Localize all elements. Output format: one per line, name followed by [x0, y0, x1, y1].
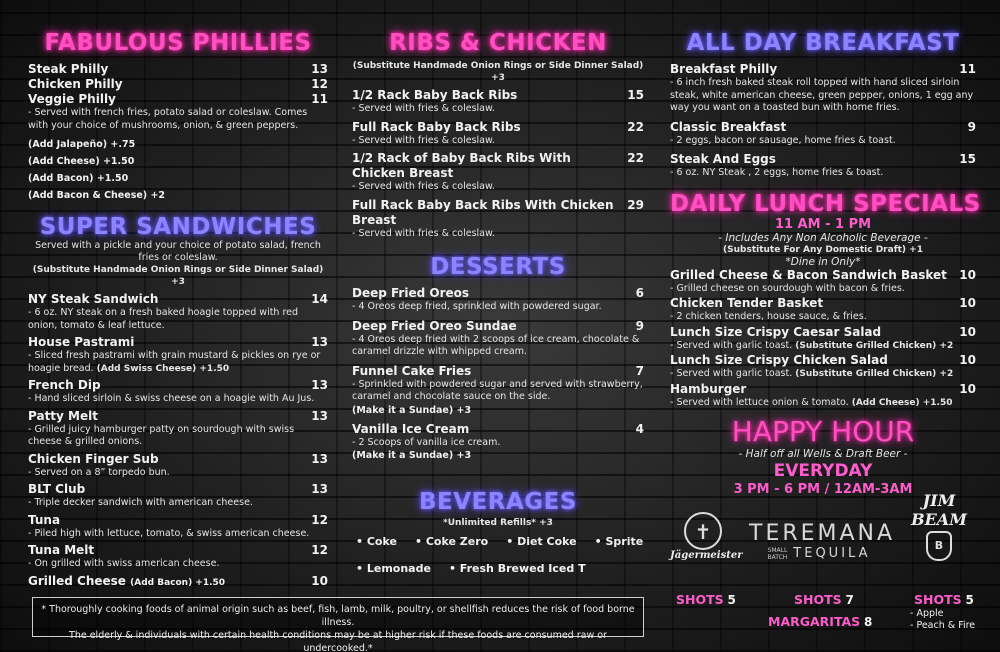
- item-description: [670, 283, 976, 296]
- jagermeister-logo: [670, 512, 743, 561]
- item-name: Grilled Cheese: [28, 573, 126, 588]
- menu-item: [670, 268, 976, 283]
- menu-item: [352, 198, 644, 228]
- item-price: 13: [311, 451, 328, 466]
- item-description-text: - Sprinkled with powdered sugar and served with strawberry, caramel and chocolate sauce on the side.: [352, 378, 643, 402]
- item-name: Tuna: [28, 512, 61, 527]
- item-extra: (Make it a Sundae) +3: [352, 404, 472, 416]
- menu-item: [28, 452, 328, 467]
- column-left: [28, 30, 328, 591]
- beverage-item: • Coke: [356, 535, 397, 548]
- item-description-text: - 2 eggs, bacon or sausage, home fries & toast.: [670, 134, 896, 146]
- menu-item: [670, 62, 976, 77]
- item-description: - Served with french fries, potato salad or coleslaw. Comes with your choice of mushrooms, onion, & green peppers.: [28, 107, 308, 131]
- item-extra: (Make it a Sundae) +3: [352, 450, 472, 461]
- menu-item: [28, 335, 328, 350]
- flavor-item: - Apple: [910, 608, 944, 619]
- teremana-wordmark: TEREMANA: [749, 521, 896, 546]
- item-price: 10: [311, 573, 328, 588]
- item-description: [670, 311, 976, 324]
- item-name: House Pastrami: [28, 335, 135, 349]
- item-price: 22: [627, 119, 644, 134]
- item-extra: (Add Bacon) +1.50: [130, 577, 226, 588]
- menu-item: [28, 574, 328, 591]
- item-price: 15: [959, 152, 976, 166]
- item-description: [28, 528, 328, 541]
- item-price: 12: [311, 543, 328, 557]
- breakfast-heading: ALL DAY BREAKFAST: [686, 30, 960, 56]
- item-price: 13: [311, 408, 328, 423]
- item-price: 4: [635, 421, 644, 436]
- item-extra: (Substitute Grilled Chicken) +2: [795, 369, 954, 379]
- item-description-text: - Served with fries & coleslaw.: [352, 227, 495, 239]
- item-description-text: - 2 chicken tenders, house sauce, & fries.: [670, 311, 867, 322]
- menu-item: [28, 543, 328, 558]
- item-price: 10: [959, 353, 976, 367]
- happy-hour-sub: - Half off all Wells & Draft Beer -: [738, 448, 908, 460]
- food-safety-disclaimer: [32, 597, 644, 652]
- item-price: 10: [959, 267, 976, 282]
- item-description-text: - Triple decker sandwich with american cheese.: [28, 497, 253, 508]
- item-name: 1/2 Rack of Baby Back Ribs With Chicken Breast: [352, 151, 571, 180]
- item-description-text: - 6 oz. NY Steak , 2 eggs, home fries & toast.: [670, 167, 884, 178]
- item-description-text: - Served with garlic toast.: [670, 339, 793, 351]
- menu-item: [352, 422, 644, 437]
- item-name: French Dip: [28, 378, 101, 392]
- item-name: BLT Club: [28, 482, 86, 496]
- item-description: [352, 301, 644, 314]
- item-name: Breakfast Philly: [670, 62, 778, 76]
- menu-item: [352, 319, 644, 334]
- menu-item: [28, 62, 328, 77]
- item-description: [28, 424, 328, 449]
- menu-item: [670, 325, 976, 340]
- item-name: 1/2 Rack Baby Back Ribs: [352, 88, 518, 102]
- item-name: Chicken Philly: [28, 77, 123, 91]
- item-description: [352, 379, 644, 404]
- desserts-heading: DESSERTS: [430, 254, 566, 280]
- item-name: Patty Melt: [28, 408, 98, 423]
- menu-item: [352, 120, 644, 135]
- item-name: Deep Fried Oreos: [352, 286, 470, 300]
- item-description-text: - 6 inch fresh baked steak roll topped with hand sliced sirloin steak, white american cheese, green pepper, onions, 1 egg any way you want on a toasted bun with home fries.: [670, 77, 974, 113]
- item-price: 22: [627, 151, 644, 165]
- column-right: [670, 30, 981, 561]
- beverage-item: • Diet Coke: [506, 535, 577, 548]
- item-description: [28, 307, 328, 332]
- item-price: 11: [959, 62, 976, 76]
- item-description: [28, 558, 328, 571]
- item-description: [28, 350, 328, 375]
- item-price: 9: [967, 119, 976, 134]
- sandwiches-note: Served with a pickle and your choice of potato salad, french fries or coleslaw.: [35, 240, 321, 263]
- shots-label: SHOTS: [914, 592, 962, 607]
- jimbeam-logo: [902, 491, 976, 561]
- shots-price: 7: [845, 593, 854, 607]
- beverages-note: *Unlimited Refills* +3: [443, 518, 553, 528]
- menu-item: [28, 92, 328, 107]
- stag-icon: [684, 512, 722, 550]
- item-extra: (Substitute Grilled Chicken) +2: [795, 340, 954, 351]
- beverage-item: • Coke Zero: [414, 535, 489, 548]
- item-price: 29: [627, 197, 644, 212]
- happy-hour-heading: HAPPY HOUR: [731, 415, 915, 448]
- jager-wordmark: Jägermeister: [670, 550, 743, 561]
- item-description-text: - Grilled cheese on sourdough with bacon & fries.: [670, 282, 905, 294]
- item-name: Classic Breakfast: [670, 119, 787, 134]
- addon: (Add Jalapeño) +.75: [28, 139, 136, 150]
- item-price: 10: [959, 381, 976, 396]
- lunch-list: [670, 268, 976, 411]
- item-description: [670, 368, 976, 381]
- menu-item: [352, 286, 644, 301]
- beverage-item: • Fresh Brewed Iced T: [448, 562, 586, 575]
- brand-logos: [670, 491, 976, 561]
- item-name: Chicken Tender Basket: [670, 296, 824, 310]
- margaritas-label: MARGARITAS: [768, 614, 861, 629]
- item-description-text: - Served with fries & coleslaw.: [352, 181, 495, 192]
- item-description: [670, 167, 976, 180]
- item-name: Funnel Cake Fries: [352, 363, 472, 378]
- addon: (Add Cheese) +1.50: [28, 156, 135, 167]
- dessert-list: [352, 286, 644, 467]
- beverage-item: • Sprite: [594, 535, 644, 548]
- item-price: 13: [311, 62, 328, 76]
- ribs-heading: RIBS & CHICKEN: [389, 30, 607, 56]
- item-description-text: - 4 Oreos deep fried, sprinkled with powdered sugar.: [352, 301, 602, 312]
- item-description: [670, 77, 976, 115]
- menu-item: [352, 364, 644, 379]
- item-price: 6: [635, 286, 644, 300]
- item-description: [352, 334, 644, 359]
- lunch-dine-in: *Dine in Only*: [785, 255, 861, 268]
- batch-label: BATCH: [767, 553, 788, 561]
- item-name: Tuna Melt: [28, 543, 95, 557]
- item-price: 10: [959, 296, 976, 310]
- jimbeam-badge-icon: B: [926, 531, 952, 561]
- item-description-text: - Piled high with lettuce, tomato, & swiss american cheese.: [28, 527, 310, 539]
- ribs-note: (Substitute Handmade Onion Rings or Side Dinner Salad) +3: [352, 61, 644, 83]
- item-description-text: - 2 Scoops of vanilla ice cream.: [352, 436, 501, 448]
- happy-times: 3 PM - 6 PM / 12AM-3AM: [733, 482, 913, 497]
- menu-item: [670, 382, 976, 397]
- menu-item: [352, 88, 644, 103]
- sandwiches-heading: SUPER SANDWICHES: [39, 214, 317, 240]
- item-name: Deep Fried Oreo Sundae: [352, 318, 517, 333]
- item-name: Steak And Eggs: [670, 152, 776, 166]
- tequila-label: TEQUILA: [793, 546, 871, 561]
- menu-item: [670, 353, 976, 368]
- lunch-includes: - Includes Any Non Alcoholic Beverage -: [718, 231, 928, 244]
- menu-item: [28, 409, 328, 424]
- item-name: Veggie Philly: [28, 92, 116, 106]
- menu-item: [670, 296, 976, 311]
- item-price: 12: [311, 512, 328, 527]
- item-price: 9: [635, 318, 644, 333]
- item-description: [670, 340, 976, 353]
- teremana-logo: [749, 521, 896, 561]
- item-name: Full Rack Baby Back Ribs With Chicken Breast: [352, 197, 614, 227]
- item-price: 15: [627, 88, 644, 102]
- item-description: [352, 181, 644, 194]
- addon: (Add Bacon) +1.50: [28, 173, 129, 184]
- ribs-list: [352, 88, 644, 244]
- item-price: 11: [311, 92, 328, 106]
- lunch-hours: 11 AM - 1 PM: [774, 216, 872, 232]
- breakfast-list: [670, 62, 976, 185]
- small-label: SMALL: [767, 546, 788, 554]
- item-name: Steak Philly: [28, 62, 109, 76]
- item-description-text: - Served on a 8” torpedo bun.: [28, 466, 170, 478]
- menu-item: [28, 77, 328, 92]
- item-description: [352, 228, 644, 241]
- item-description: [352, 103, 644, 116]
- flavor-item: - Peach & Fire: [910, 620, 976, 631]
- item-description-text: - Served with lettuce onion & tomato.: [670, 396, 849, 408]
- item-description-text: - Grilled juicy hamburger patty on sourdough with swiss cheese & grilled onions.: [28, 423, 295, 447]
- item-name: Vanilla Ice Cream: [352, 421, 470, 436]
- jimbeam-wordmark: JIM BEAM: [911, 491, 967, 529]
- item-description: [352, 437, 644, 450]
- item-description-text: - Served with fries & coleslaw.: [352, 134, 495, 146]
- shots-price: 5: [965, 593, 974, 607]
- item-extra: (Add Swiss Cheese) +1.50: [96, 363, 230, 374]
- item-description: [28, 467, 328, 480]
- item-price: 13: [311, 335, 328, 349]
- item-description-text: - Hand sliced sirloin & swiss cheese on a hoagie with Au Jus.: [28, 393, 315, 404]
- happy-everyday: EVERYDAY: [773, 461, 873, 481]
- item-name: Full Rack Baby Back Ribs: [352, 119, 521, 134]
- phillies-heading: FABULOUS PHILLIES: [44, 30, 312, 56]
- item-price: 13: [311, 378, 328, 392]
- item-name: Hamburger: [670, 381, 747, 396]
- item-name: Chicken Finger Sub: [28, 451, 159, 466]
- item-name: Lunch Size Crispy Caesar Salad: [670, 324, 882, 339]
- beverage-item: • Lemonade: [356, 562, 431, 575]
- item-description: [670, 397, 976, 410]
- addon: (Add Bacon & Cheese) +2: [28, 190, 166, 201]
- margaritas-price: 8: [864, 615, 873, 629]
- item-price: 13: [311, 482, 328, 496]
- item-description: [28, 393, 328, 406]
- item-price: 10: [959, 324, 976, 339]
- item-extra: (Add Cheese) +1.50: [851, 397, 953, 408]
- item-name: Lunch Size Crispy Chicken Salad: [670, 353, 888, 367]
- item-name: Grilled Cheese & Bacon Sandwich Basket: [670, 267, 947, 282]
- item-price: 14: [311, 292, 328, 306]
- shots-price: 5: [727, 593, 736, 607]
- menu-item: [28, 482, 328, 497]
- disclaimer-line: * Thoroughly cooking foods of animal origin such as beef, fish, lamb, milk, poultry, or shellfish reduces the risk of food borne illness.: [41, 604, 635, 628]
- item-price: 12: [311, 77, 328, 91]
- item-description: [352, 135, 644, 148]
- item-description-text: - Served with garlic toast.: [670, 368, 793, 379]
- column-middle: [352, 30, 644, 575]
- beverages-heading: BEVERAGES: [419, 489, 577, 515]
- item-description: [28, 497, 328, 510]
- shots-label: SHOTS: [794, 592, 842, 607]
- menu-item: [352, 151, 644, 181]
- item-description-text: - On grilled with swiss american cheese.: [28, 558, 220, 569]
- lunch-substitute: (Substitute For Any Domestic Draft) +1: [723, 244, 923, 255]
- menu-item: [28, 513, 328, 528]
- menu-item: [28, 292, 328, 307]
- sandwiches-substitute: (Substitute Handmade Onion Rings or Side Dinner Salad) +3: [32, 265, 324, 287]
- shots-label: SHOTS: [676, 592, 724, 607]
- item-description-text: - Sliced fresh pastrami with grain mustard & pickles on rye or hoagie bread.: [28, 350, 321, 374]
- item-description-text: - 6 oz. NY steak on a fresh baked hoagie topped with red onion, tomato & leaf lettuce.: [28, 307, 299, 331]
- menu-item: [28, 378, 328, 393]
- disclaimer-line: The elderly & individuals with certain health conditions may be at higher risk if these foods are consumed raw or undercooked.*: [69, 630, 607, 652]
- menu-item: [670, 120, 976, 135]
- item-description: [670, 135, 976, 148]
- item-description-text: - 4 Oreos deep fried with 2 scoops of ice cream, chocolate & caramel drizzle with whipped cream.: [352, 333, 640, 357]
- lunch-heading: DAILY LUNCH SPECIALS: [670, 190, 981, 217]
- item-description-text: - Served with fries & coleslaw.: [352, 103, 495, 114]
- item-price: 7: [635, 363, 644, 378]
- beverage-row: [352, 562, 644, 575]
- item-name: NY Steak Sandwich: [28, 292, 159, 306]
- beverage-row: [352, 535, 644, 548]
- menu-item: [670, 152, 976, 167]
- sandwich-list: [28, 292, 328, 574]
